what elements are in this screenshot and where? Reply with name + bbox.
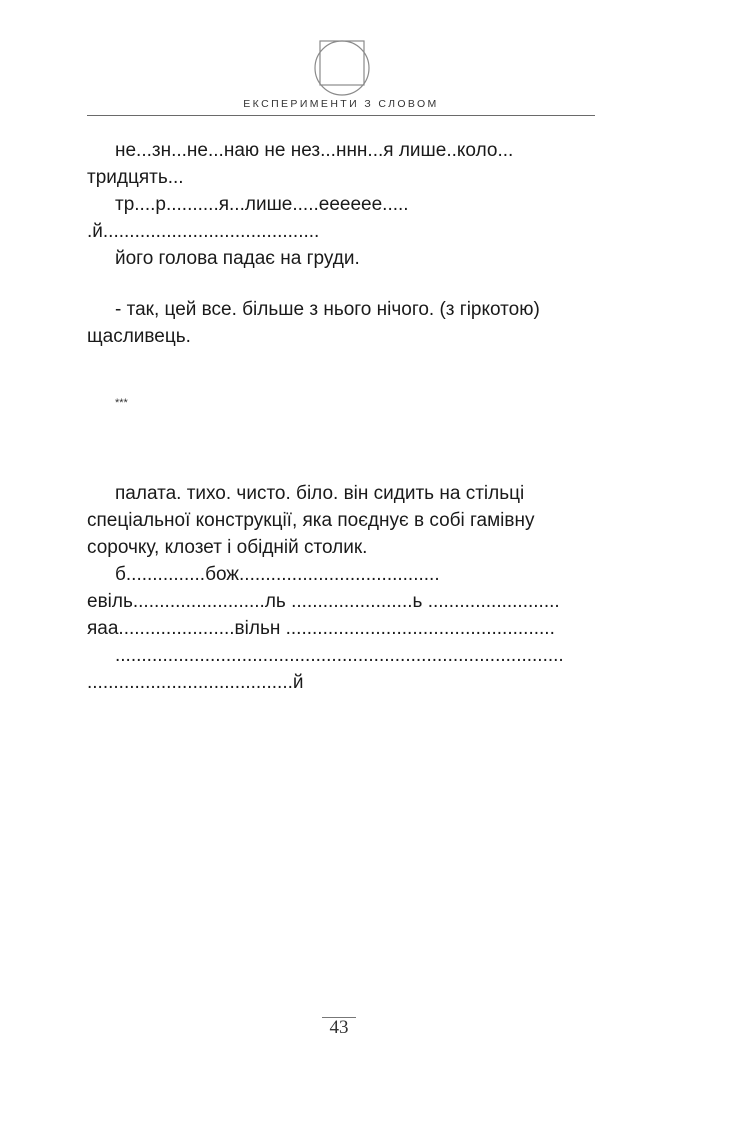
paragraph-block-2 xyxy=(87,296,607,350)
header-rule xyxy=(87,115,595,116)
text-line: палата. тихо. чисто. біло. він сидить на стільці xyxy=(115,483,525,504)
text-line: його голова падає на груди. xyxy=(115,248,360,269)
paragraph-block-1 xyxy=(87,137,607,272)
text-line: тридцять... xyxy=(87,167,184,188)
text-line: .......................................й xyxy=(87,672,304,693)
text-line: не...зн...не...наю не нез...ннн...я лише..коло... xyxy=(115,140,514,161)
text-line: сорочку, клозет і обідній столик. xyxy=(87,537,368,558)
circle-square-emblem-icon xyxy=(312,35,372,97)
paragraph-block-3 xyxy=(87,480,607,696)
text-line: спеціальної конструкції, яка поєднує в собі гамівну xyxy=(87,510,535,531)
text-line: - так, цей все. більше з нього нічого. (з гіркотою) xyxy=(115,299,540,320)
running-title: ЕКСПЕРИМЕНТИ З СЛОВОМ xyxy=(243,98,439,110)
text-line: щасливець. xyxy=(87,326,191,347)
text-line: б...............бож...................................... xyxy=(115,564,440,585)
text-line: яаа......................вільн ................................................... xyxy=(87,618,555,639)
section-separator: *** xyxy=(115,397,128,409)
text-line: .й......................................... xyxy=(87,221,320,242)
text-line: ..................................................................................... xyxy=(115,645,564,666)
page-number: 43 xyxy=(329,1017,349,1038)
text-line: евіль.........................ль .......................ь ......................... xyxy=(87,591,560,612)
text-line: тр....р..........я...лише.....ееееее..... xyxy=(115,194,409,215)
